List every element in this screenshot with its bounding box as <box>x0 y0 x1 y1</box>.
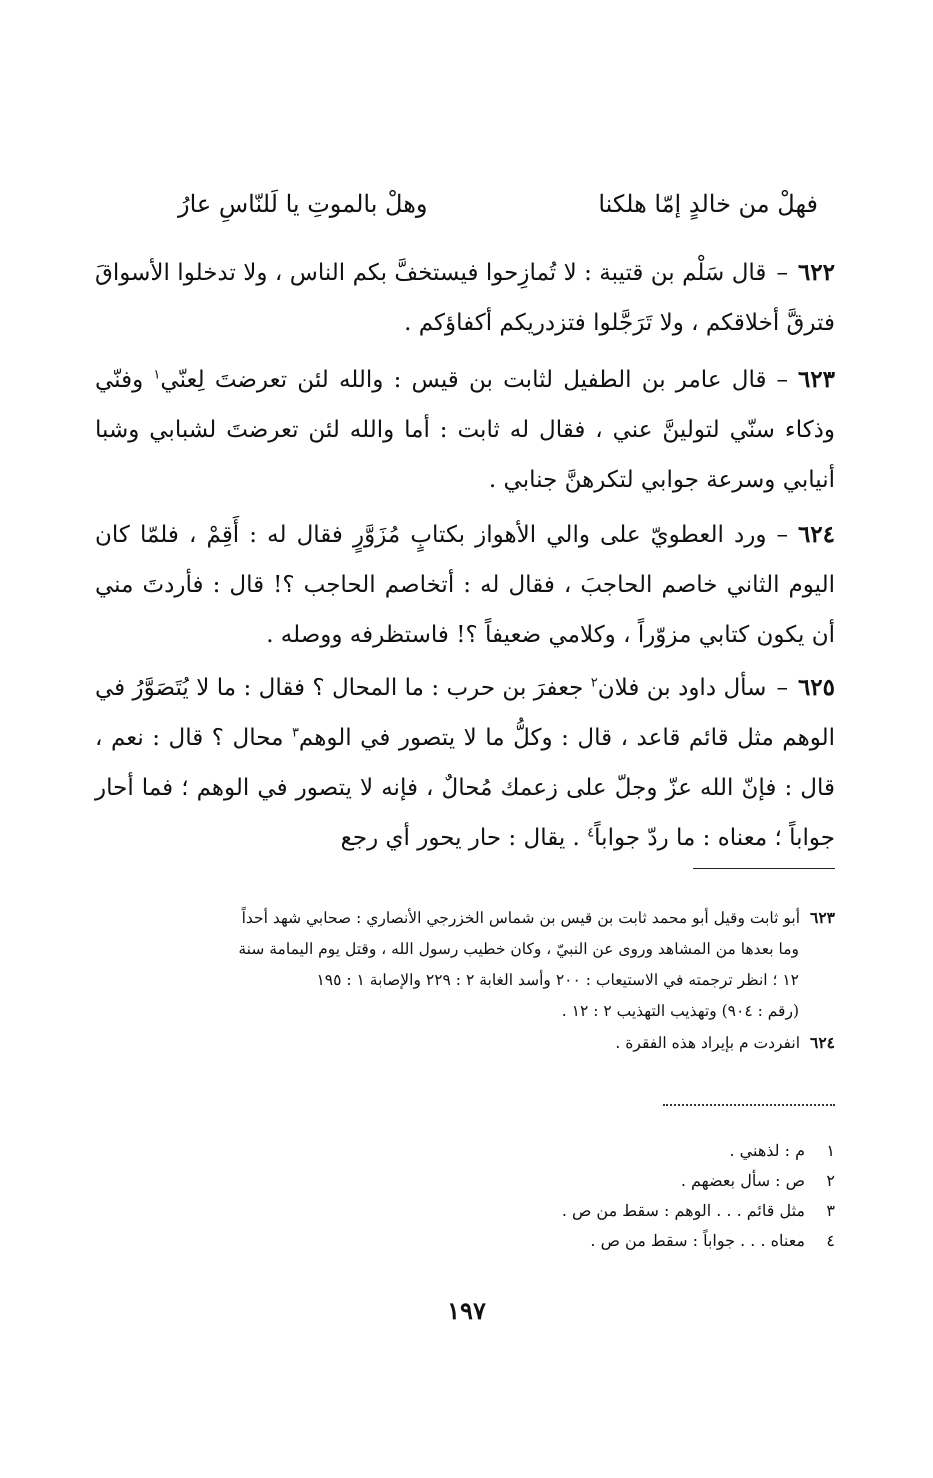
paragraph-line: قال عامر بن الطفيل لثابت بن قيس : والله لئن تعرضتَ لِعنّي <box>160 367 767 393</box>
page-number: ١٩٧ <box>447 1296 486 1325</box>
paragraph-625 <box>95 663 835 863</box>
paragraph-line: تدخلوا الأسواقَ فترقَّ أخلاقكم ، ولا تَرَجَّلوا فتزدريكم أكفاؤكم . <box>95 260 835 336</box>
dash: – <box>776 367 788 393</box>
footnote-mark: ٤ <box>587 825 595 841</box>
footnote-text: انفردت م بإيراد هذه الفقرة . <box>615 1034 801 1052</box>
paragraph-624 <box>95 510 835 660</box>
variant-text: مثل قائم . . . الوهم : سقط من ص . <box>561 1201 805 1220</box>
paragraph-line: سأل داود بن فلان <box>597 675 767 701</box>
variant-row <box>335 1136 835 1166</box>
variant-number: ٤ <box>826 1231 835 1250</box>
paragraph-623 <box>95 355 835 505</box>
paragraph-number: ٦٢٤ <box>797 521 836 548</box>
footnote-line <box>95 902 835 934</box>
paragraph-line: جعفرَ بن حرب : ما المحال ؟ فقال : ما لا <box>196 675 584 701</box>
footnotes <box>95 902 835 1059</box>
paragraph-number: ٦٢٥ <box>797 674 836 701</box>
variant-number: ٣ <box>826 1201 835 1220</box>
paragraph-line: . يقال : حار يحور أي رجع <box>340 825 580 851</box>
paragraph-line: الوهم ؛ فما أحار جواباً ؛ معناه : ما ردّ جواباً <box>95 775 835 851</box>
footnote-line: ١٢ ؛ انظر ترجمته في الاستيعاب : ٢٠٠ وأسد الغابة ٢ : ٢٢٩ والإصابة ١ : ١٩٥ <box>316 971 799 989</box>
footnote-line <box>95 1027 835 1059</box>
footnote-number: ٦٢٣ <box>810 908 835 927</box>
footnote-text: أبو ثابت وقيل أبو محمد ثابت بن قيس بن شماس الخزرجي الأنصاري : صحابي شهد أحداً <box>241 909 801 927</box>
dash: – <box>776 522 788 548</box>
footnote-separator <box>693 868 835 869</box>
variant-number: ٢ <box>826 1171 835 1190</box>
variant-row <box>335 1196 835 1226</box>
paragraph-622 <box>95 248 835 348</box>
poetry-verse <box>178 190 818 230</box>
variant-row <box>335 1166 835 1196</box>
variant-text: معناه . . . جواباً : سقط من ص . <box>590 1231 805 1250</box>
variant-number: ١ <box>826 1141 835 1160</box>
paragraph-number: ٦٢٣ <box>797 366 836 393</box>
paragraph-line: ورد العطويّ على والي الأهواز بكتابٍ مُزَوَّرٍ فقال له : أَقِمْ ، <box>188 522 767 548</box>
paragraph-number: ٦٢٢ <box>797 259 835 286</box>
footnote-number: ٦٢٤ <box>810 1033 835 1052</box>
variants-separator <box>663 1104 835 1106</box>
verse-first-hemistich: فهلْ من خالدٍ إمّا هلكنا <box>598 190 818 218</box>
footnote-line: وما بعدها من المشاهد وروى عن النبيّ ، وكان خطيب رسول الله ، وقتل يوم اليمامة سنة <box>238 940 799 958</box>
footnote-line: (رقم : ٩٠٤) وتهذيب التهذيب ٢ : ١٢ . <box>561 1002 799 1020</box>
footnote-mark: ٣ <box>291 725 299 741</box>
paragraph-line: فلمّا كان اليوم الثاني خاصم الحاجبَ ، فقال له : أتخاصم الحاجب ؟! قال : <box>95 522 836 598</box>
variant-text: م : لذهني . <box>729 1141 805 1160</box>
paragraph-line: محال ؟ <box>211 725 284 751</box>
variant-text: ص : سأل بعضهم . <box>680 1171 805 1190</box>
dash: – <box>776 260 788 286</box>
paragraph-line: يُتَصَوَّرُ في الوهم مثل قائم قاعد ، قال : وكلُّ ما لا يتصور في الوهم <box>95 675 836 751</box>
verse-second-hemistich: وهلْ بالموتِ يا لَلنّاسِ عارُ <box>178 190 428 218</box>
footnote-mark: ١ <box>153 367 161 383</box>
paragraph-line: قال سَلْم بن قتيبة : لا تُمازِحوا فيستخفَّ بكم الناس ، ولا <box>243 260 767 286</box>
paragraph-line: وفنّي وذكاء سنّي لتولينَّ عني ، فقال له ثابت : أما والله لئن تعرضتَ لشبابي <box>95 367 835 443</box>
dash: – <box>776 675 788 701</box>
textual-variants <box>335 1136 835 1256</box>
paragraph-line: وشبا أنيابي وسرعة جوابي لتكرهنَّ جنابي . <box>95 417 835 493</box>
paragraph-line: فأردتَ مني أن يكون كتابي مزوّراً ، وكلامي ضعيفاً ؟! فاستظرفه ووصله . <box>95 572 835 648</box>
variant-row <box>335 1226 835 1256</box>
footnote-mark: ٢ <box>590 675 598 691</box>
paragraph-line: قال : نعم ، قال : فإنّ الله عزّ وجلّ على زعمك مُحالٌ ، فإنه لا يتصور في <box>95 725 835 801</box>
